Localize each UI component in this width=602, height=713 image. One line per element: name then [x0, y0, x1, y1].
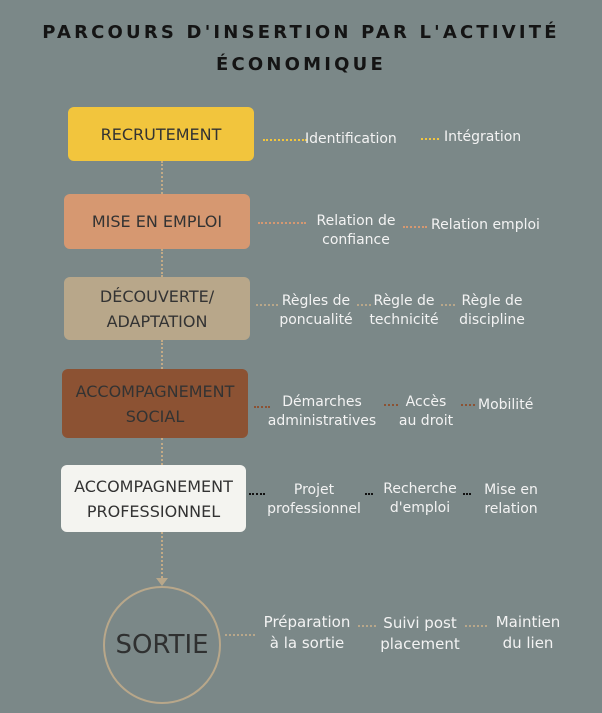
- step-mise-en-emploi-label: MISE EN EMPLOI: [91, 212, 223, 231]
- item-demarches-administratives: Démarches administratives: [267, 394, 377, 429]
- item-regle-de-technicite: Règle de technicité: [369, 293, 439, 328]
- step-mise-en-emploi: [64, 194, 250, 249]
- item-preparation-a-la-sortie: Préparation à la sortie: [263, 613, 351, 652]
- step-sortie-label: SORTIE: [115, 630, 209, 660]
- item-mise-en-relation: Mise en relation: [484, 482, 538, 517]
- step-sortie: [103, 586, 221, 704]
- step-accompagnement-professionnel: ACCOMPAGNEMENT PROFESSIONNEL: [61, 465, 246, 532]
- item-recherche-d-emploi: Recherche d'emploi: [383, 481, 457, 516]
- connector-social-3: [461, 404, 475, 406]
- item-regle-de-discipline: Règle de discipline: [459, 293, 525, 328]
- connector-decouverte-3: [441, 304, 455, 306]
- item-integration: Intégration: [444, 129, 522, 145]
- connector-pro-2: [365, 493, 373, 495]
- vertical-connector-4: [161, 438, 163, 465]
- item-mobilite: Mobilité: [478, 397, 534, 413]
- vertical-connector-1: [161, 161, 163, 194]
- connector-recrutement-1: [263, 139, 307, 141]
- vertical-connector-5: [161, 532, 163, 578]
- step-recrutement: [68, 107, 254, 161]
- vertical-connector-2: [161, 249, 163, 277]
- item-relation-emploi: Relation emploi: [431, 217, 540, 233]
- item-identification: Identification: [305, 131, 397, 147]
- vertical-connector-3: [161, 340, 163, 369]
- item-projet-professionnel: Projet professionnel: [267, 482, 361, 517]
- item-relation-de-confiance: Relation de confiance: [316, 213, 396, 248]
- connector-sortie-3: [465, 625, 487, 627]
- connector-mise-en-emploi-2: [403, 226, 427, 228]
- step-accompagnement-social: ACCOMPAGNEMENT SOCIAL: [62, 369, 248, 438]
- connector-sortie-1: [225, 634, 255, 636]
- step-recrutement-label: RECRUTEMENT: [100, 124, 222, 144]
- connector-decouverte-1: [256, 304, 278, 306]
- connector-recrutement-2: [421, 138, 439, 140]
- item-maintien-du-lien: Maintien du lien: [495, 613, 561, 652]
- connector-mise-en-emploi-1: [258, 222, 306, 224]
- diagram-title-line-1: PARCOURS D'INSERTION PAR L'ACTIVITÉ: [42, 22, 560, 43]
- item-acces-au-droit: Accès au droit: [398, 394, 454, 429]
- step-decouverte-adaptation: DÉCOUVERTE/ ADAPTATION: [64, 277, 250, 340]
- item-suivi-post-placement: Suivi post placement: [380, 614, 460, 653]
- connector-pro-3: [463, 493, 471, 495]
- arrow-down-icon: [156, 578, 168, 586]
- diagram-title-line-2: ÉCONOMIQUE: [216, 54, 386, 75]
- item-regles-de-ponctualite: Règles de poncualité: [279, 293, 353, 328]
